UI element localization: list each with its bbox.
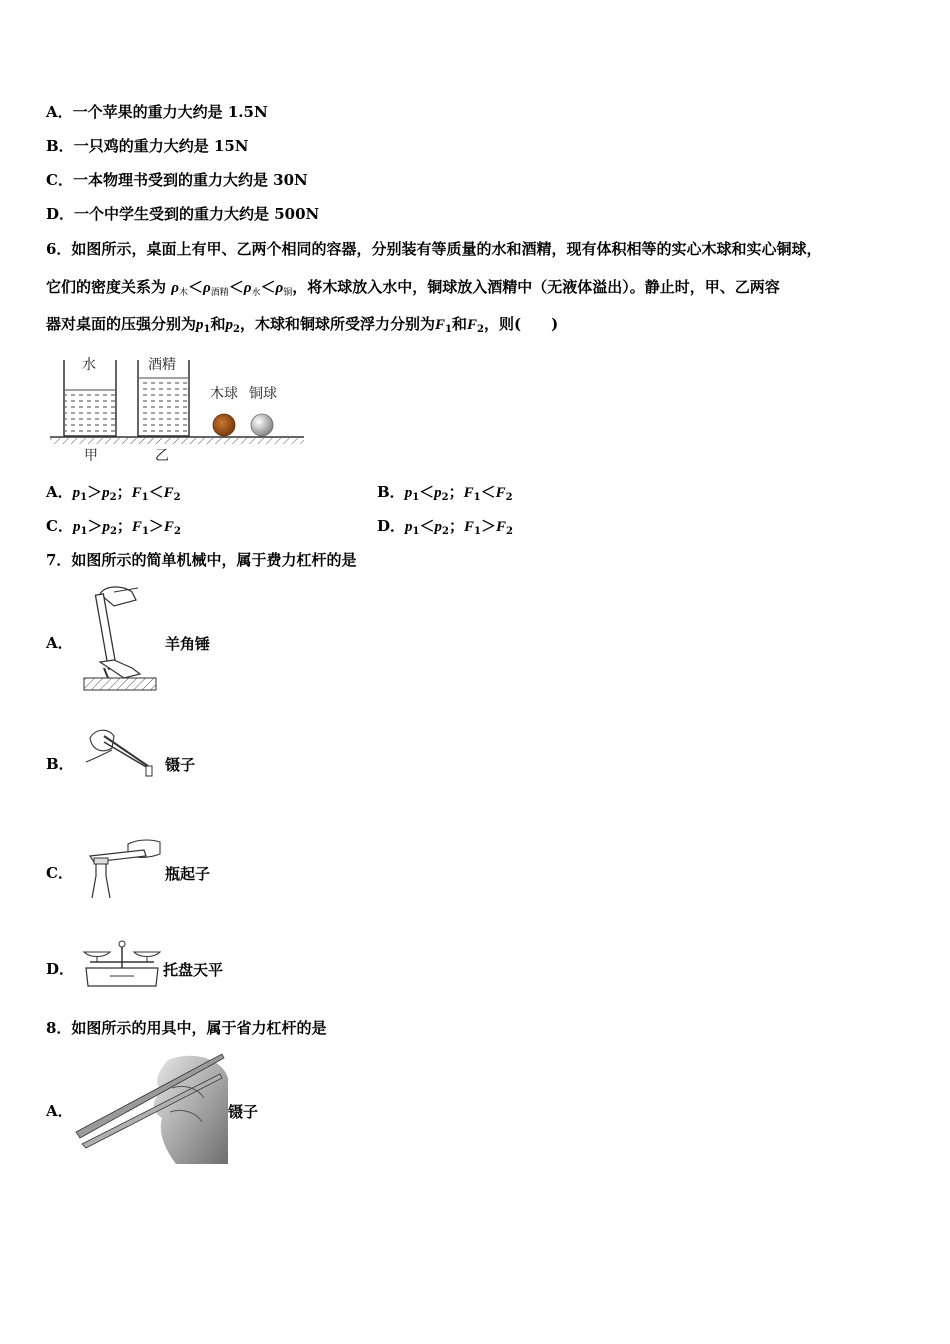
q6-text: 和 [451,315,467,333]
relation: ＜ [480,483,496,501]
sub-1: 1 [141,492,149,503]
var-p: p [405,519,413,535]
tweezers-icon [82,724,162,780]
sub-1: 1 [412,526,420,537]
sub-2: 2 [505,492,513,503]
relation: ＞ [148,517,164,535]
q5-option-c [46,170,308,190]
relation: ＜ [419,483,435,501]
q5-option-d [46,204,319,224]
q7-option-c-letter: C． [46,864,73,882]
q6-stem-line2 [46,277,780,303]
q8-option-a-letter: A． [46,1102,73,1120]
sub-1: 1 [141,526,149,537]
var-F: F [466,317,477,333]
less-than: ＜ [260,278,276,296]
var-F: F [434,317,445,333]
claw-hammer-icon [80,582,160,692]
rho-subscript-water: 水 [251,288,261,298]
var-F: F [463,519,474,535]
var-F: F [131,485,142,501]
sub-2: 2 [173,526,181,537]
var-F: F [163,519,174,535]
sub-2: 2 [442,526,449,537]
option-text: 一本物理书受到的重力大约是 30N [72,171,308,189]
relation: ＜ [419,517,435,535]
sub-1: 1 [473,492,481,503]
q7-option-a-label: 羊角锤 [165,635,211,653]
var-p: p [225,317,233,333]
separator: ； [116,483,132,501]
label-copper-ball: 铜球 [249,386,277,402]
option-letter: C． [46,171,73,189]
sub-2: 2 [506,526,513,537]
option-letter: D． [377,517,406,535]
q6-option-a [46,482,181,508]
option-letter: D． [46,205,75,223]
q6-text: 器对桌面的压强分别为 [46,315,197,333]
q7-option-d-letter: D． [46,960,75,978]
sub-2: 2 [441,492,449,503]
rho-symbol: ρ [203,280,211,296]
q6-text: ，将木球放入水中，铜球放入酒精中（无液体溢出）。静止时，甲、乙两容 [292,278,780,296]
separator: ； [448,483,464,501]
separator: ； [448,517,464,535]
q6-option-c [46,516,181,542]
var-p: p [72,519,81,535]
q6-stem-line1: 6．如图所示，桌面上有甲、乙两个相同的容器，分别装有等质量的水和酒精，现有体积相等的实心木球和实心铜球， [46,240,822,258]
label-water: 水 [82,357,96,373]
label-jia: 甲 [84,448,98,464]
sub-1: 1 [80,526,88,537]
label-alcohol: 酒精 [148,357,176,373]
rho-subscript-wood: 木 [178,288,188,298]
rho-symbol: ρ [275,280,284,296]
option-letter: A． [46,483,73,501]
sub-2: 2 [233,324,240,335]
q7-option-d-label: 托盘天平 [163,961,224,979]
relation: ＞ [87,483,103,501]
option-letter: C． [46,517,73,535]
sub-2: 2 [109,492,117,503]
sub-2: 2 [477,324,484,335]
q7-option-b-label: 镊子 [165,756,196,774]
var-F: F [495,485,506,501]
q6-text: ，木球和铜球所受浮力分别为 [239,315,435,333]
tweezers-photo-icon [72,1048,228,1164]
q7-stem: 7．如图所示的简单机械中，属于费力杠杆的是 [46,551,357,569]
option-text: 一只鸡的重力大约是 15N [73,137,249,155]
var-F: F [495,519,506,535]
sub-2: 2 [109,526,117,537]
q6-text: 它们的密度关系为 [46,278,172,296]
q6-stem-line3 [46,314,558,340]
q6-figure-containers [46,350,308,468]
copper-ball-icon [251,414,273,436]
sub-1: 1 [474,526,481,537]
separator: ； [116,517,132,535]
sub-1: 1 [445,324,452,335]
sub-1: 1 [203,324,211,335]
var-F: F [463,485,474,501]
relation: ＞ [480,517,496,535]
option-text: 一个苹果的重力大约是 1.5N [72,103,268,121]
var-F: F [131,519,142,535]
q6-option-d [377,516,513,542]
less-than: ＜ [228,278,244,296]
less-than: ＜ [187,278,203,296]
relation: ＜ [148,483,164,501]
q7-option-a-letter: A． [46,634,73,652]
var-p: p [434,485,442,501]
wood-ball-icon [213,414,235,436]
label-wood-ball: 木球 [210,386,238,402]
option-letter: B． [377,483,405,501]
rho-symbol: ρ [171,280,179,296]
q6-text: 和 [210,315,226,333]
q6-option-b [377,482,513,508]
sub-2: 2 [173,492,181,503]
relation: ＞ [87,517,103,535]
var-p: p [72,485,81,501]
bottle-opener-icon [84,836,164,900]
rho-subscript-alcohol: 酒精 [210,288,229,298]
tray-balance-icon [80,938,164,992]
rho-subscript-copper: 铜 [283,288,293,298]
var-p: p [102,519,110,535]
q8-stem: 8．如图所示的用具中，属于省力杠杆的是 [46,1019,327,1037]
label-yi: 乙 [155,448,169,464]
rho-symbol: ρ [243,280,252,296]
q6-text: ，则( ) [483,315,559,333]
var-p: p [434,519,442,535]
sub-1: 1 [80,492,88,503]
q5-option-b [46,136,249,156]
var-F: F [163,485,174,501]
q8-option-a-label: 镊子 [228,1103,259,1121]
var-p: p [102,485,110,501]
option-letter: B． [46,137,74,155]
var-p: p [196,317,204,333]
q7-option-c-label: 瓶起子 [165,865,211,883]
var-p: p [404,485,413,501]
table-surface [50,437,304,444]
q5-option-a [46,102,268,122]
sub-1: 1 [412,492,420,503]
option-letter: A． [46,103,73,121]
q7-option-b-letter: B． [46,755,74,773]
option-text: 一个中学生受到的重力大约是 500N [74,205,320,223]
